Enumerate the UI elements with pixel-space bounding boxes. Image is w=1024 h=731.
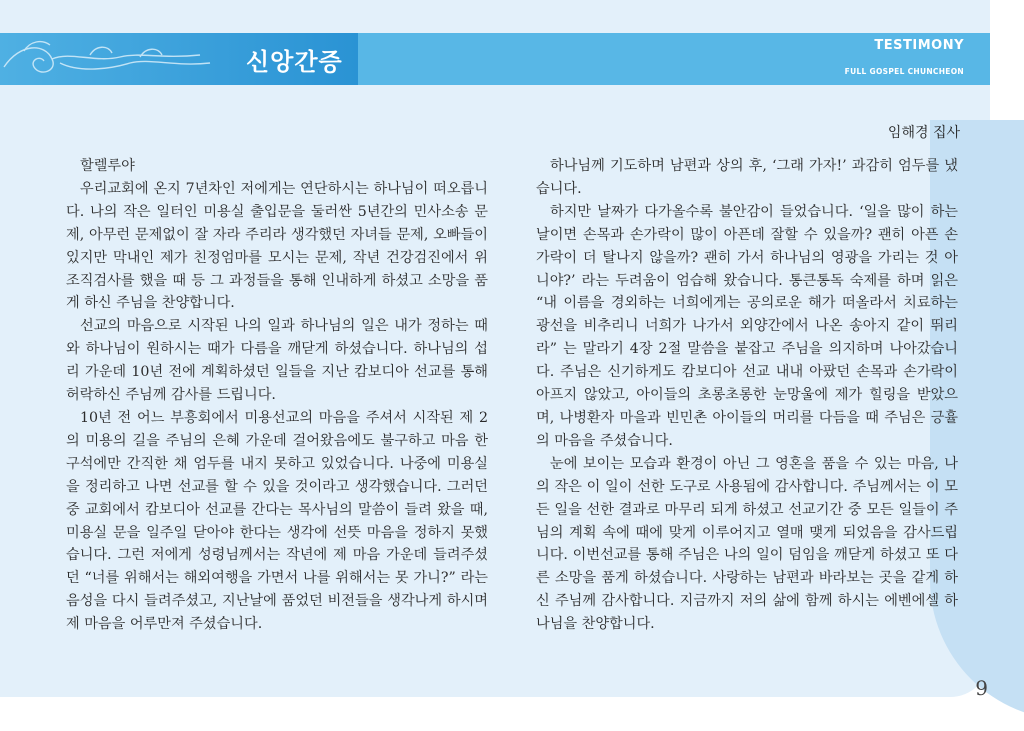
testimony-label: TESTIMONY [874, 38, 964, 53]
paragraph: 우리교회에 온지 7년차인 저에게는 연단하시는 하나님이 떠오릅니다. 나의 작은 일터인 미용실 출입문을 둘러싼 5년간의 민사소송 문제, 아무런 문제없이 잘 자라 주리라 생각했던 자녀들 문제, 오빠들이 있지만 막내인 제가 친정엄마를 모시는 문제, 작년 건강검진에서 위 조직검사를 했을 때 등 그 과정들을 통해 인내하게 하셨고 소망을 품게 하신 주님을 찬양합니다. [66, 180, 488, 312]
paragraph: 눈에 보이는 모습과 환경이 아닌 그 영혼을 품을 수 있는 마음, 나의 작은 이 일이 선한 도구로 사용됨에 감사합니다. 주님께서는 이 모든 일을 선한 결과로 마무리 되게 하셨고 선교기간 중 모든 일들이 주님의 계획 속에 때에 맞게 이루어지고 열매 맺게 되었음을 감사드립니다. 이번선교를 통해 주님은 나의 일이 덤임을 깨닫게 하셨고 또 다른 소망을 품게 하셨습니다. 사랑하는 남편과 바라보는 곳을 같게 하신 주님께 감사합니다. 지금까지 저의 삶에 함께 하시는 에벤에셀 하나님을 찬양합니다. [536, 455, 958, 633]
paragraph: 선교의 마음으로 시작된 나의 일과 하나님의 일은 내가 정하는 때와 하나님이 원하시는 때가 다름을 깨닫게 하셨습니다. 하나님의 섭리 가운데 10년 전에 계획하셨던 일들을 지난 캄보디아 선교를 통해 허락하신 주님께 감사를 드립니다. [66, 318, 488, 404]
church-name-label: FULL GOSPEL CHUNCHEON [844, 67, 964, 76]
paragraph: 하지만 날짜가 다가올수록 불안감이 들었습니다. ‘일을 많이 하는 날이면 손목과 손가락이 많이 아픈데 잘할 수 있을까? 괜히 아픈 손가락이 더 탈나지 않을까? 괜히 가서 하나님의 영광을 가리는 것 아니야?’ 라는 두려움이 엄습해 왔습니다. 통큰통독 숙제를 하며 읽은 “내 이름을 경외하는 너희에게는 공의로운 해가 떠올라서 치료하는 광선을 비추리니 너희가 나가서 외양간에서 나온 송아지 같이 뛰리라” 는 말라기 4장 2절 말씀을 붙잡고 주님을 의지하며 나아갔습니다. 주님은 신기하게도 캄보디아 선교 내내 아팠던 손목과 손가락이 아프지 않았고, 아이들의 초롱초롱한 눈망울에 제가 힐링을 받았으며, 나병환자 마을과 빈민촌 아이들의 머리를 다듬을 때 주님은 긍휼의 마음을 주셨습니다. [536, 203, 958, 449]
author-name: 임해경 집사 [887, 125, 960, 141]
paragraph: 하나님께 기도하며 남편과 상의 후, ‘그래 가자!’ 과감히 엄두를 냈습니다. [536, 158, 958, 197]
page-number: 9 [975, 676, 988, 700]
swirl-ornament-icon [0, 33, 215, 85]
right-text-column [536, 155, 958, 636]
section-title: 신앙간증 [246, 48, 343, 76]
paragraph: 10년 전 어느 부흥회에서 미용선교의 마음을 주셔서 시작된 제 2의 미용의 길을 주님의 은혜 가운데 걸어왔음에도 불구하고 마음 한 구석에만 간직한 채 엄두를 내지 못하고 있었습니다. 나중에 미용실을 정리하고 나면 선교를 할 수 있을 것이라고 생각했습니다. 그러던 중 교회에서 캄보디아 선교를 간다는 목사님의 말씀이 들려 왔을 때, 미용실 문을 일주일 닫아야 한다는 생각에 선뜻 마음을 정하지 못했습니다. 그런 저에게 성령님께서는 작년에 제 마음 가운데 들려주셨던 “너를 위해서는 해외여행을 가면서 나를 위해서는 못 가니?” 라는 음성을 다시 들려주셨고, 지난날에 품었던 비전들을 생각나게 하시며 제 마음을 어루만져 주셨습니다. [66, 409, 488, 633]
paragraph: 할렐루야 [80, 158, 135, 174]
left-text-column [66, 155, 488, 636]
